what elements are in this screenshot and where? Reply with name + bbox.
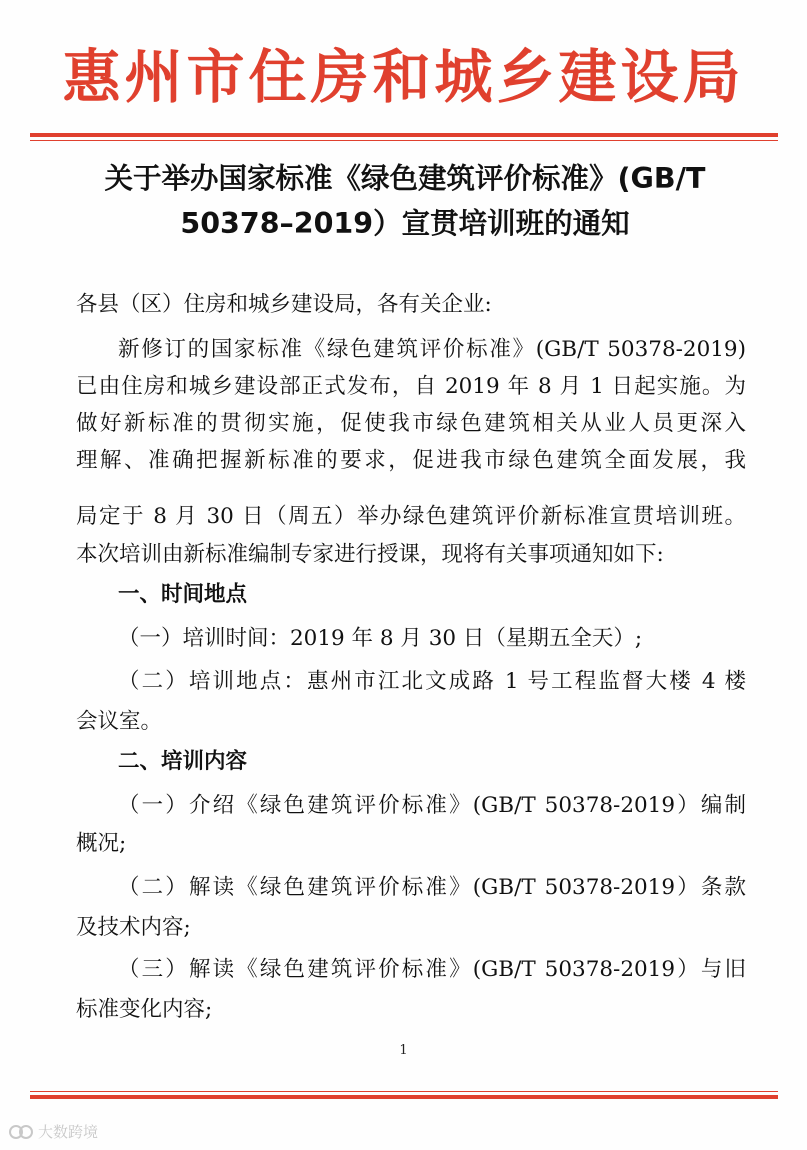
intro-line-1: 新修订的国家标准《绿色建筑评价标准》(GB/T 50378-2019) bbox=[118, 337, 746, 362]
content-item-1-line-1: （一）介绍《绿色建筑评价标准》(GB/T 50378-2019）编制 bbox=[118, 793, 746, 818]
page-number: 1 bbox=[399, 1043, 408, 1058]
intro-line-3: 做好新标准的贯彻实施，促使我市绿色建筑相关从业人员更深入 bbox=[76, 411, 746, 436]
document-title bbox=[60, 156, 750, 246]
content-item-2-line-1: （二）解读《绿色建筑评价标准》(GB/T 50378-2019）条款 bbox=[118, 875, 746, 900]
document-title-line-2: 50378–2019）宣贯培训班的通知 bbox=[180, 207, 630, 240]
content-item-1-line-2: 概况; bbox=[76, 831, 127, 856]
training-time: （一）培训时间：2019 年 8 月 30 日（星期五全天）; bbox=[118, 626, 643, 651]
footer-rule-thin bbox=[30, 1091, 778, 1092]
intro-line-2: 已由住房和城乡建设部正式发布，自 2019 年 8 月 1 日起实施。为 bbox=[76, 374, 746, 399]
content-item-3-line-2: 标准变化内容; bbox=[76, 997, 213, 1022]
footer-rule-thick bbox=[30, 1095, 778, 1099]
training-location-line-2: 会议室。 bbox=[76, 709, 163, 734]
header-rule-thick bbox=[30, 133, 778, 137]
training-location-line-1: （二）培训地点：惠州市江北文成路 1 号工程监督大楼 4 楼 bbox=[118, 669, 746, 694]
content-item-2-line-2: 及技术内容; bbox=[76, 915, 191, 940]
watermark-text: 大数跨境 bbox=[38, 1123, 99, 1141]
section-heading-time-place: 一、时间地点 bbox=[118, 582, 248, 607]
intro-line-6: 本次培训由新标准编制专家进行授课，现将有关事项通知如下: bbox=[76, 542, 664, 567]
document-title-line-1: 关于举办国家标准《绿色建筑评价标准》(GB/T bbox=[104, 162, 706, 195]
content-item-3-line-1: （三）解读《绿色建筑评价标准》(GB/T 50378-2019）与旧 bbox=[118, 957, 746, 982]
section-heading-content: 二、培训内容 bbox=[118, 749, 248, 774]
header-rule-thin bbox=[30, 140, 778, 141]
watermark-logo-icon bbox=[8, 1123, 34, 1141]
intro-line-4: 理解、准确把握新标准的要求，促进我市绿色建筑全面发展，我 bbox=[76, 448, 746, 473]
intro-line-5: 局定于 8 月 30 日（周五）举办绿色建筑评价新标准宣贯培训班。 bbox=[76, 504, 746, 529]
agency-header: 惠州市住房和城乡建设局 bbox=[62, 43, 745, 111]
salutation: 各县（区）住房和城乡建设局，各有关企业: bbox=[76, 292, 492, 317]
watermark bbox=[8, 1121, 98, 1142]
